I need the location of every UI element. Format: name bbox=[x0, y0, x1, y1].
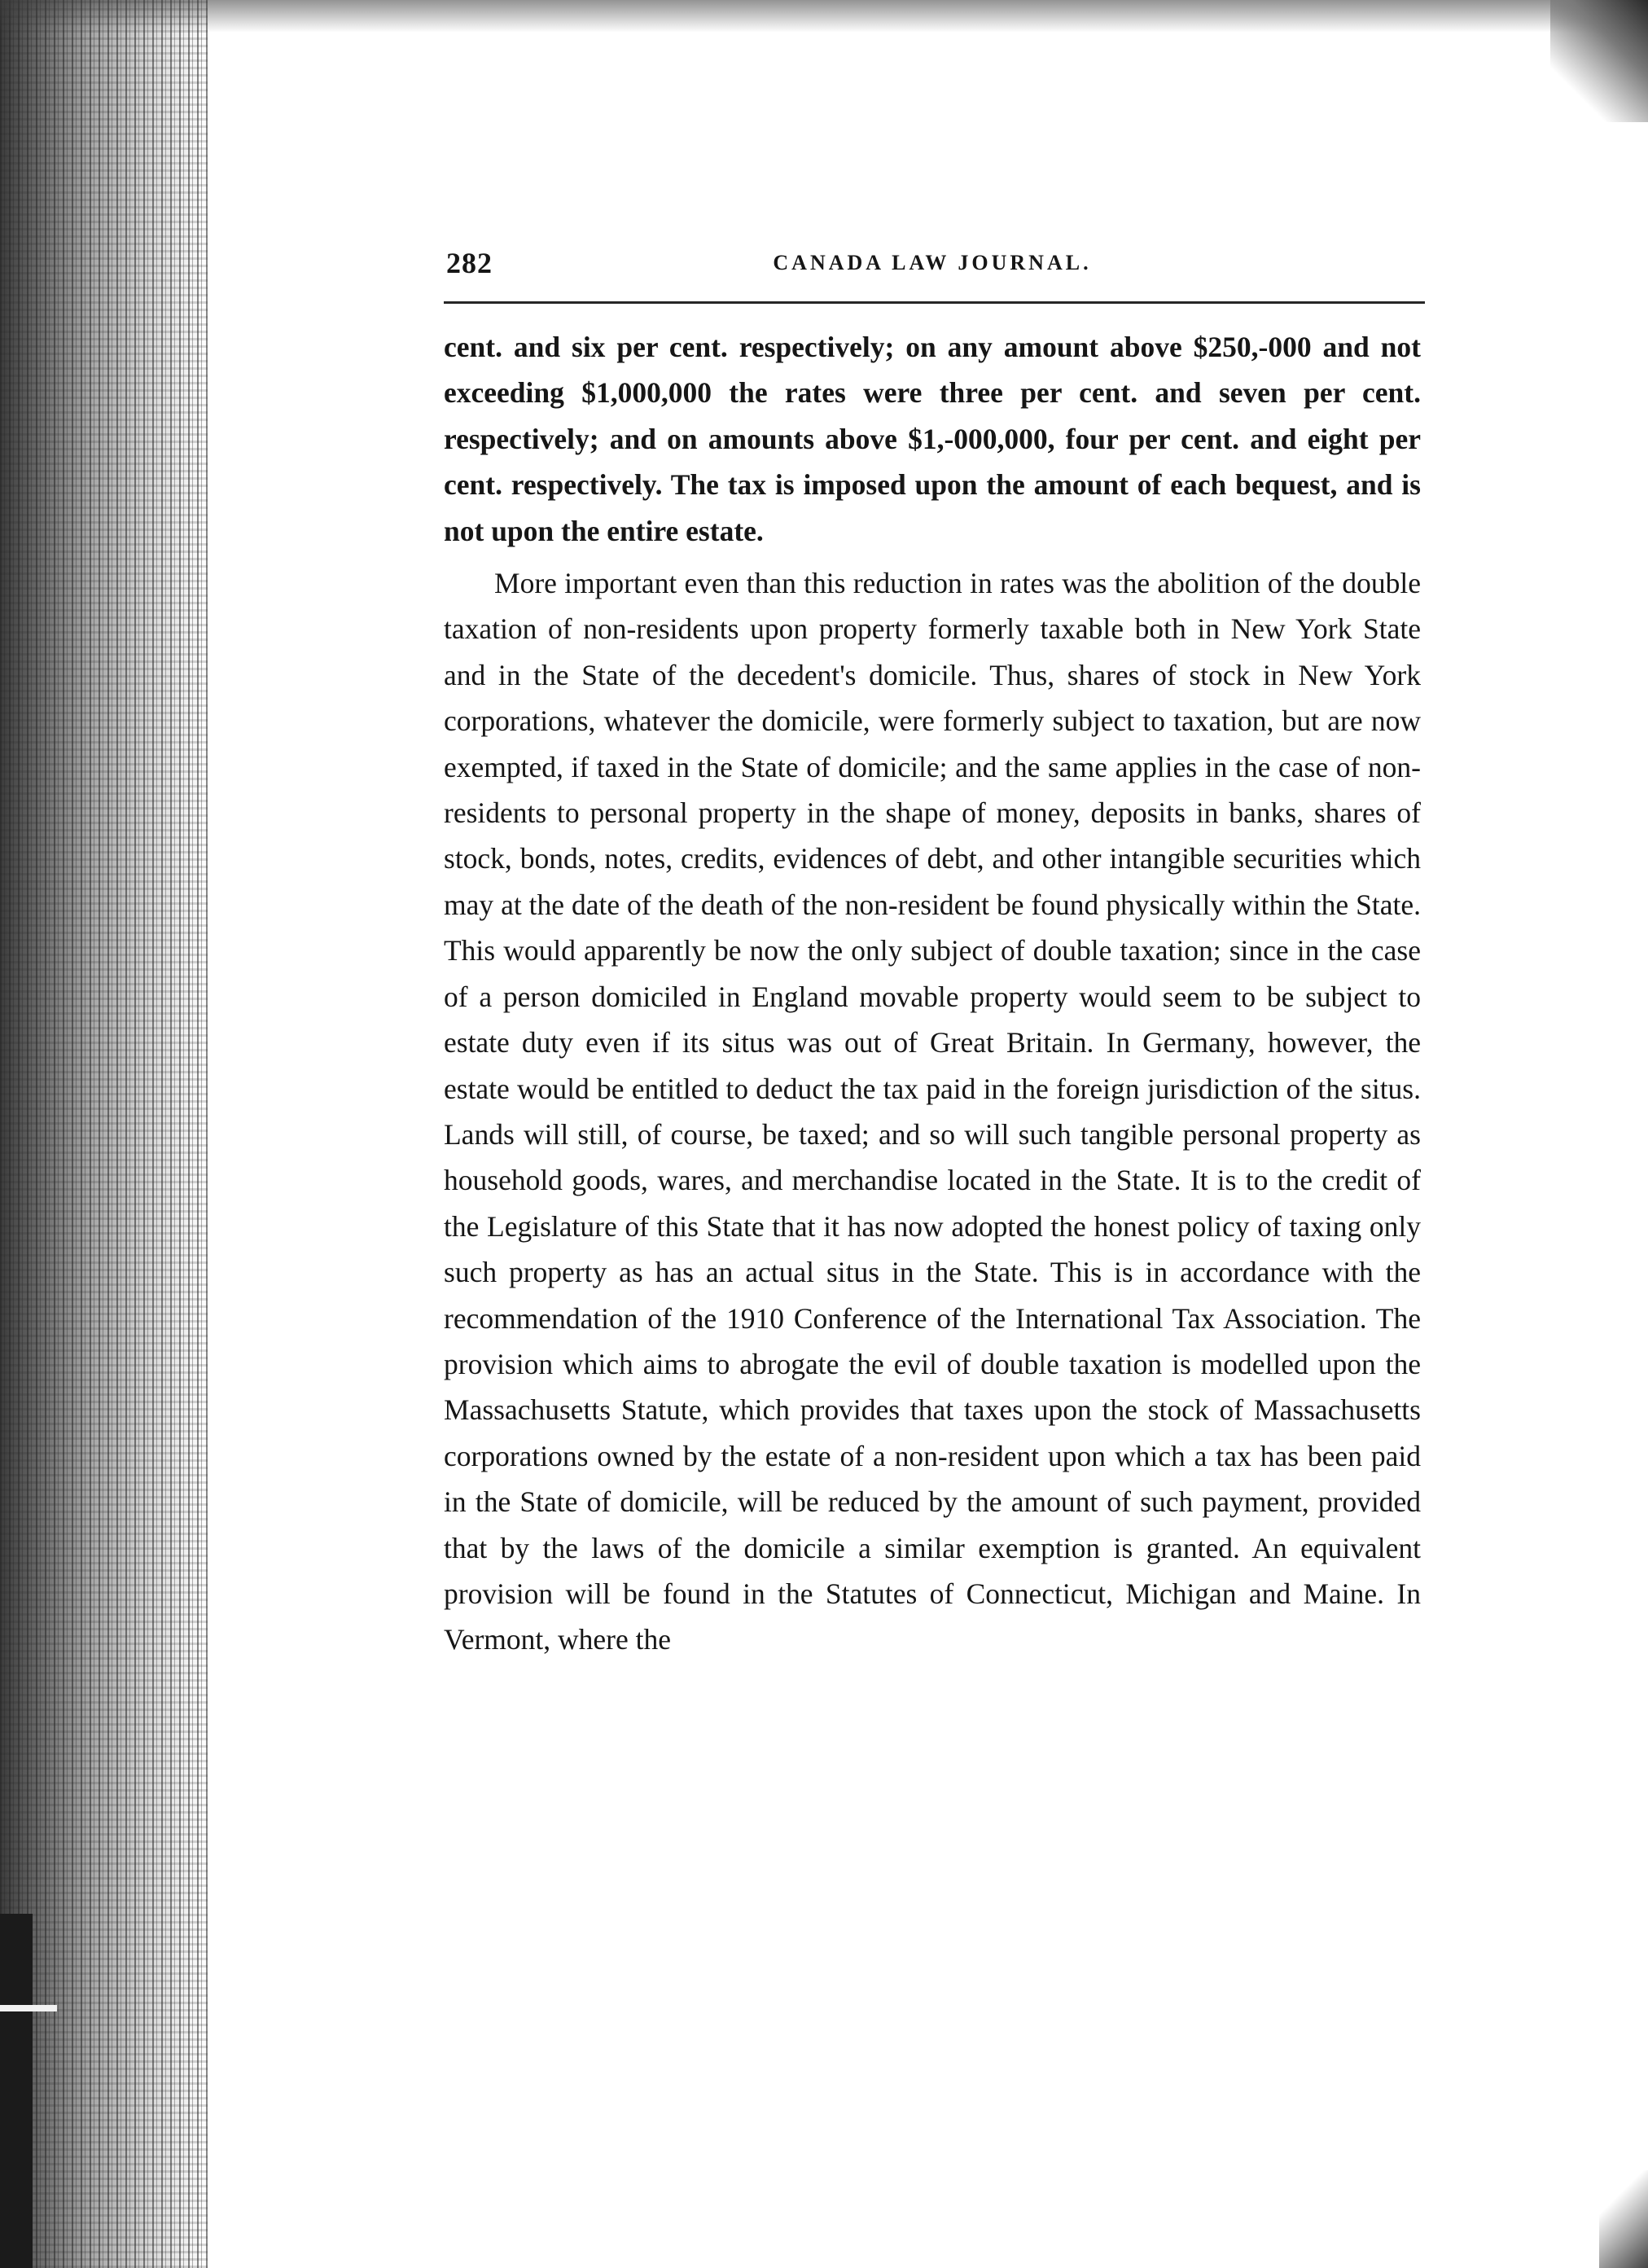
scan-corner-top-right bbox=[1550, 0, 1648, 122]
scan-corner-bottom-right bbox=[1599, 2170, 1648, 2268]
scan-shadow-top bbox=[0, 0, 1648, 33]
running-title: CANADA LAW JOURNAL. bbox=[773, 251, 1092, 274]
journal-page bbox=[444, 244, 1421, 1656]
body-text bbox=[444, 324, 1421, 1663]
scan-edge-mark bbox=[0, 2005, 57, 2011]
page-header bbox=[444, 244, 1421, 285]
paragraph-1: cent. and six per cent. respectively; on any amount above $250,-000 and not exceeding $1,000,000 the rates were three per cent. and seven per cent. respectively; and on amounts above $1,-000,000, four per cent. and eight per cent. respectively. The tax is imposed upon the amount of each bequest, and is not upon the entire estate. bbox=[444, 331, 1421, 547]
paragraph-2: More important even than this reduction in rates was the abolition of the double taxation of non-residents upon property formerly taxable both in New York State and in the State of the decedent's domicile. Thus, shares of stock in New York corporations, whatever the domicile, were formerly subject to taxation, but are now exempted, if taxed in the State of domicile; and the same applies in the case of non-residents to personal property in the shape of money, deposits in banks, shares of stock, bonds, notes, credits, evidences of debt, and other intangible securities which may at the date of the death of the non-resident be found physically within the State. This would apparently be now the only subject of double taxation; since in the case of a person domiciled in England movable property would seem to be subject to estate duty even if its situs was out of Great Britain. In Germany, however, the estate would be entitled to deduct the tax paid in the foreign jurisdiction of the situs. Lands will still, of course, be taxed; and so will such tangible personal property as household goods, wares, and merchandise located in the State. It is to the credit of the Legislature of this State that it has now adopted the honest policy of taxing only such property as has an actual situs in the State. This is in accordance with the recommendation of the 1910 Conference of the International Tax Association. The provision which aims to abrogate the evil of double taxation is modelled upon the Massachusetts Statute, which provides that taxes upon the stock of Massachusetts corporations owned by the estate of a non-resident upon which a tax has been paid in the State of domicile, will be reduced by the amount of such payment, provided that by the laws of the domicile a similar exemption is granted. An equivalent provision will be found in the Statutes of Connecticut, Michigan and Maine. In Vermont, where the bbox=[444, 567, 1421, 1656]
scan-binding-shadow bbox=[0, 1914, 33, 2268]
page-number: 282 bbox=[446, 247, 493, 279]
header-rule bbox=[444, 301, 1425, 304]
